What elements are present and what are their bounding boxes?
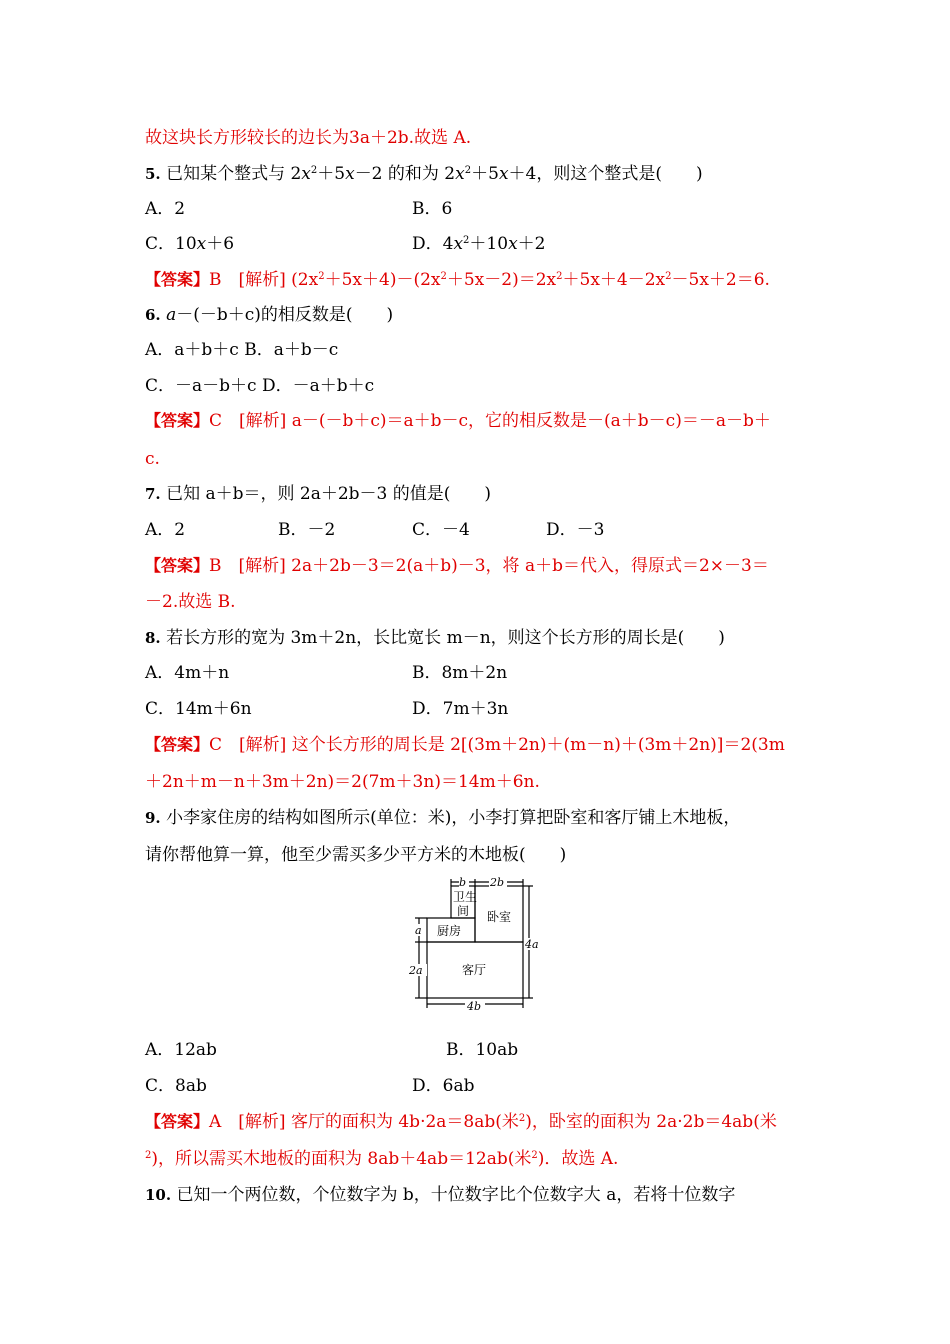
exponent: 2	[463, 235, 470, 246]
answer-5	[145, 268, 770, 292]
var: x	[498, 164, 509, 184]
answer-9-line-2	[145, 1147, 618, 1171]
answer-text: )，卧室的面积为 2a·2b＝4ab(米	[525, 1112, 777, 1132]
bathroom-label-2: 间	[457, 904, 470, 918]
question-5-stem	[145, 162, 703, 186]
var: x	[196, 234, 207, 254]
option-d: D．7m＋3n	[412, 699, 509, 719]
option-b: B．6	[412, 199, 453, 219]
var: x	[345, 164, 355, 184]
exponent: 2	[318, 271, 325, 282]
answer-text: C [解析] a－(－b＋c)＝a＋b－c，它的相反数是－(a＋b－c)＝－a－b＋	[209, 411, 771, 431]
question-7-stem	[145, 482, 491, 506]
answer-tag: 【答案】	[145, 1112, 210, 1131]
stem-text: 已知一个两位数，个位数字为 b，十位数字比个位数字大 a，若将十位数字	[171, 1185, 736, 1205]
answer-tag: 【答案】	[145, 270, 210, 289]
option-a: A．2	[145, 520, 186, 540]
floor-plan-figure	[405, 876, 545, 1016]
label-a: a	[415, 924, 422, 937]
answer-6-line-2: c.	[145, 449, 160, 469]
answer-text: B [解析] (2x	[209, 270, 319, 290]
label-4b: 4b	[467, 1000, 482, 1013]
opt-text: ＋2	[517, 234, 546, 254]
bathroom-label-1: 卫生	[453, 890, 478, 904]
stem-text: ＋4，则这个整式是( )	[508, 164, 703, 184]
kitchen-label: 厨房	[437, 924, 462, 938]
exponent: 2	[310, 165, 318, 176]
label-2b: 2b	[490, 876, 505, 889]
stem-text: ＋5	[471, 164, 499, 184]
var: x	[508, 234, 518, 254]
option-d: D．6ab	[412, 1076, 475, 1096]
option-a: A．4m＋n	[145, 663, 230, 683]
question-8-stem	[145, 626, 725, 650]
exponent: 2	[665, 271, 672, 282]
question-number: 7.	[145, 485, 161, 503]
options-ab: A．a＋b＋c B．a＋b－c	[145, 340, 339, 360]
opt-text: C．10	[145, 234, 197, 254]
question-number: 9.	[145, 809, 161, 827]
answer-tag: 【答案】	[145, 411, 210, 430]
option-a: A．2	[145, 199, 186, 219]
option-c	[145, 232, 234, 256]
answer-8-line-2: ＋2n＋m－n＋3m＋2n)＝2(7m＋3n)＝14m＋6n.	[145, 772, 540, 792]
opt-text: ＋10	[469, 234, 509, 254]
question-6-stem	[145, 303, 393, 327]
exponent: 2	[518, 1113, 526, 1124]
answer-7-line-2: －2.故选 B.	[145, 592, 236, 612]
answer-text: B [解析] 2a＋2b－3＝2(a＋b)－3，将 a＋b＝代入，得原式＝2×－3＝	[209, 556, 769, 576]
options-cd: C．－a－b＋c D．－a＋b＋c	[145, 376, 375, 396]
question-number: 6.	[145, 306, 161, 324]
stem-text: 小李家住房的结构如图所示(单位：米)，小李打算把卧室和客厅铺上木地板，	[160, 808, 741, 828]
exponent: 2	[556, 271, 563, 282]
var: x	[453, 234, 464, 254]
answer-tag: 【答案】	[145, 735, 210, 754]
option-d	[412, 232, 545, 256]
answer-text: )．故选 A.	[537, 1149, 619, 1169]
answer-text: －5x＋2＝6.	[671, 270, 770, 290]
answer-text: C [解析] 这个长方形的周长是 2[(3m＋2n)＋(m－n)＋(3m＋2n)]＝2(3m	[209, 735, 785, 755]
option-d: D．－3	[546, 520, 605, 540]
question-9-stem-line-2: 请你帮他算一算，他至少需买多少平方米的木地板( )	[145, 845, 567, 865]
opt-text: D．4	[412, 234, 454, 254]
exponent: 2	[464, 165, 472, 176]
floor-plan-svg	[405, 876, 545, 1016]
answer-tag: 【答案】	[145, 556, 210, 575]
label-2a: 2a	[409, 964, 423, 977]
answer-6-line-1	[145, 409, 771, 433]
question-9-stem-line-1	[145, 806, 740, 830]
exponent: 2	[531, 1150, 538, 1161]
stem-text: 已知某个整式与 2	[160, 164, 302, 184]
label-4a: 4a	[525, 938, 539, 951]
stem-text: －2 的和为 2	[354, 164, 456, 184]
var: x	[455, 164, 465, 184]
option-a: A．12ab	[145, 1040, 217, 1060]
option-b: B．8m＋2n	[412, 663, 508, 683]
option-b: B．－2	[278, 520, 336, 540]
answer-text: A [解析] 客厅的面积为 4b·2a＝8ab(米	[209, 1112, 519, 1132]
var: x	[301, 164, 311, 184]
answer-text: ＋5x－2)＝2x	[446, 270, 557, 290]
stem-text: ＋5	[317, 164, 346, 184]
answer-8-line-1	[145, 733, 785, 757]
stem-text: 若长方形的宽为 3m＋2n，长比宽长 m－n，则这个长方形的周长是( )	[160, 628, 725, 648]
bedroom-label: 卧室	[487, 910, 512, 924]
answer-4-tail: 故这块长方形较长的边长为3a＋2b.故选 A.	[145, 128, 472, 148]
stem-text: 已知 a＋b＝，则 2a＋2b－3 的值是( )	[160, 484, 492, 504]
answer-9-line-1	[145, 1110, 777, 1134]
answer-text: ＋5x＋4－2x	[562, 270, 666, 290]
exponent: 2	[145, 1150, 152, 1161]
answer-text: ＋5x＋4)－(2x	[324, 270, 441, 290]
option-c: C．14m＋6n	[145, 699, 252, 719]
question-10-stem	[145, 1183, 735, 1207]
option-b: B．10ab	[446, 1040, 519, 1060]
option-c: C．－4	[412, 520, 470, 540]
stem-text: －(－b＋c)的相反数是( )	[176, 305, 394, 325]
var: a	[166, 305, 177, 325]
label-b: b	[459, 876, 467, 889]
question-number: 10.	[145, 1186, 172, 1204]
exponent: 2	[440, 271, 447, 282]
question-number: 5.	[145, 165, 161, 183]
answer-text: )，所以需买木地板的面积为 8ab＋4ab＝12ab(米	[151, 1149, 532, 1169]
opt-text: ＋6	[206, 234, 235, 254]
living-room-label: 客厅	[462, 963, 487, 977]
question-number: 8.	[145, 629, 161, 647]
option-c: C．8ab	[145, 1076, 207, 1096]
answer-7-line-1	[145, 554, 769, 578]
